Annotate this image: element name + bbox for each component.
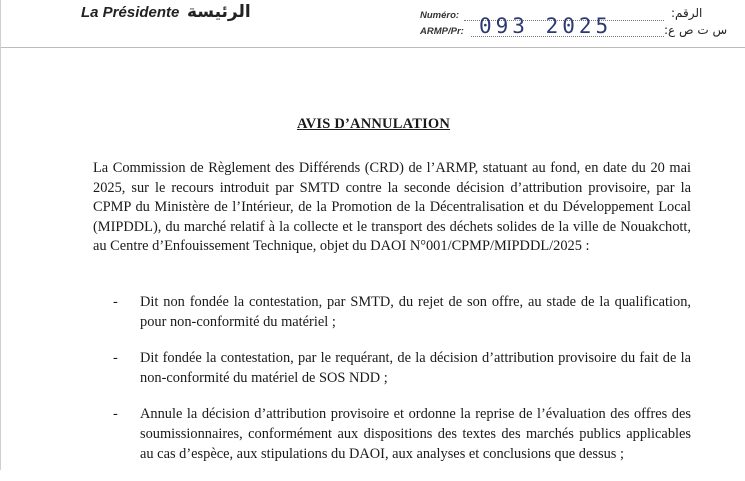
ar-number-label: الرقم: — [671, 6, 703, 20]
list-dash: - — [113, 294, 118, 310]
list-item-text: Dit fondée la contestation, par le requérant, de la décision d’attribution provisoire du fait de la non-conformité du matériel de SOS NDD ; — [140, 350, 691, 386]
intro-paragraph: La Commission de Règlement des Différends (CRD) de l’ARMP, statuant au fond, en date du 20 mai 2025, sur le recours introduit par SMTD contre la seconde décision d’attribution provisoire, par la CPMP du Ministère de l’Intérieur, de la Promotion de la Décentralisation et du Développement Local (MIPDDL), du marché relatif à la collecte et le transport des déchets solides de la ville de Nouakchott, au Centre d’Enfouissement Technique, objet du DAOI N°001/CPMP/MIPDDL/2025 : — [93, 160, 691, 255]
numero-label: Numéro: — [420, 10, 460, 21]
header-divider — [1, 47, 745, 48]
list-item — [113, 293, 691, 332]
document-title: AVIS D’ANNULATION — [296, 116, 451, 132]
armp-label: ARMP/Pr: — [420, 26, 464, 37]
list-item-text: Dit non fondée la contestation, par SMTD, du rejet de son offre, au stade de la qualification, pour non-conformité du matériel ; — [140, 294, 691, 330]
letterhead — [1, 0, 745, 48]
list-dash: - — [113, 350, 118, 367]
president-title-ar: الرئيسة — [187, 2, 251, 22]
list-dash: - — [113, 406, 118, 423]
list-item — [113, 405, 691, 464]
ar-ref-label: س ت ص ع: — [664, 23, 728, 37]
list-item-text: Annule la décision d’attribution provisoire et ordonne la reprise de l’évaluation des offres des soumissionnaires, conformément aux dispositions des textes des marchés publics applicables au cas d’espèce, aux stipulations du DAOI, aux analyses et conclusions que dessus ; — [140, 406, 691, 462]
decision-list — [113, 293, 691, 481]
reference-number-stamp: 093 2025 — [479, 14, 613, 38]
president-title-fr: La Présidente — [81, 4, 180, 21]
list-item — [113, 349, 691, 388]
